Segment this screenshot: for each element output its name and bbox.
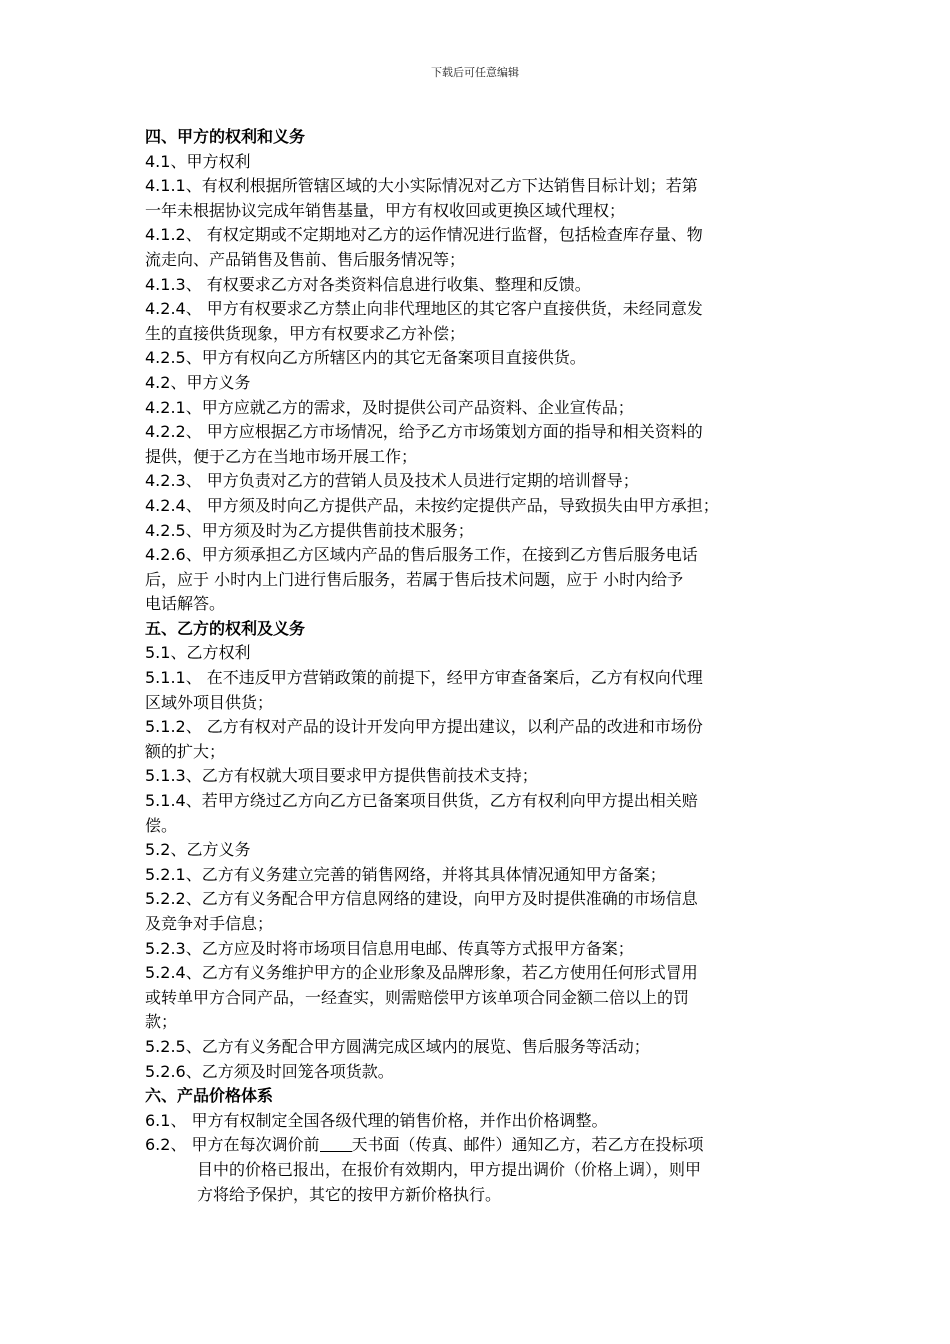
text-line (145, 223, 817, 248)
line-text: 区域外项目供货； (145, 692, 274, 712)
line-text: 流走向、产品销售及售前、售后服务情况等； (145, 249, 466, 269)
line-text: 5.1.4、若甲方绕过乙方向乙方已备案项目供货，乙方有权利向甲方提出相关赔 (145, 791, 698, 811)
fill-in-blank (320, 1135, 352, 1152)
line-text: 电话解答。 (145, 594, 226, 614)
line-text: 4.2.6、甲方须承担乙方区域内产品的售后服务工作，在接到乙方售后服务电话 (145, 545, 698, 565)
text-line (145, 297, 817, 322)
document-body (145, 125, 817, 1207)
text-line (145, 396, 817, 421)
text-line (145, 887, 817, 912)
line-text: 4.2、甲方义务 (145, 372, 251, 392)
text-line (145, 592, 817, 617)
text-line (145, 863, 817, 888)
text-line (145, 961, 817, 986)
line-text: 4.2.2、 甲方应根据乙方市场情况，给予乙方市场策划方面的指导和相关资料的 (145, 422, 703, 442)
text-line (145, 445, 817, 470)
line-text: 4.2.4、 甲方有权要求乙方禁止向非代理地区的其它客户直接供货，未经同意发 (145, 299, 703, 319)
line-text: 提供，便于乙方在当地市场开展工作； (145, 446, 418, 466)
line-text: 5.1.2、 乙方有权对产品的设计开发向甲方提出建议，以利产品的改进和市场份 (145, 717, 703, 737)
text-line (145, 691, 817, 716)
line-text: 五、乙方的权利及义务 (145, 618, 306, 638)
text-line (145, 1010, 817, 1035)
line-text: 生的直接供货现象，甲方有权要求乙方补偿； (145, 323, 466, 343)
line-text: 5.2.2、乙方有义务配合甲方信息网络的建设，向甲方及时提供准确的市场信息 (145, 889, 698, 909)
text-line (145, 1109, 817, 1134)
text-line (145, 346, 817, 371)
line-text: 4.1、甲方权利 (145, 151, 251, 171)
text-line (145, 568, 817, 593)
line-text: 5.1.1、 在不违反甲方营销政策的前提下，经甲方审查备案后，乙方有权向代理 (145, 668, 703, 688)
text-line (145, 273, 817, 298)
line-text: 5.2.4、乙方有义务维护甲方的企业形象及品牌形象，若乙方使用任何形式冒用 (145, 963, 698, 983)
line-text: 5.1.3、乙方有权就大项目要求甲方提供售前技术支持； (145, 766, 538, 786)
text-line (145, 838, 817, 863)
line-text: 四、甲方的权利和义务 (145, 127, 306, 146)
line-text: 方将给予保护，其它的按甲方新价格执行。 (197, 1184, 502, 1204)
text-line (145, 494, 817, 519)
text-line (145, 420, 817, 445)
line-text: 或转单甲方合同产品，一经查实，则需赔偿甲方该单项合同金额二倍以上的罚 (145, 987, 690, 1007)
line-text-continued: 天书面（传真、邮件）通知乙方，若乙方在投标项 (351, 1135, 704, 1155)
section-heading (145, 1084, 817, 1109)
text-line (145, 937, 817, 962)
text-line (145, 789, 817, 814)
text-line (145, 469, 817, 494)
line-text: 4.2.4、 甲方须及时向乙方提供产品，未按约定提供产品，导致损失由甲方承担； (145, 495, 719, 515)
text-line (145, 764, 817, 789)
line-text: 5.2、乙方义务 (145, 840, 251, 860)
line-text: 4.2.3、 甲方负责对乙方的营销人员及技术人员进行定期的培训督导； (145, 471, 639, 491)
text-line (145, 912, 817, 937)
text-line (145, 986, 817, 1011)
text-line (145, 150, 817, 175)
text-line (145, 519, 817, 544)
section-heading (145, 617, 817, 642)
text-line (145, 1133, 817, 1158)
line-text: 后，应于 小时内上门进行售后服务，若属于售后技术问题，应于 小时内给予 (145, 569, 684, 589)
text-line (145, 1158, 817, 1183)
line-text: 5.1、乙方权利 (145, 643, 251, 663)
line-text: 4.1.2、 有权定期或不定期地对乙方的运作情况进行监督，包括检查库存量、物 (145, 225, 703, 245)
line-text: 5.2.5、乙方有义务配合甲方圆满完成区域内的展览、售后服务等活动； (145, 1036, 650, 1056)
line-text: 4.2.5、甲方有权向乙方所辖区内的其它无备案项目直接供货。 (145, 348, 586, 368)
line-text: 偿。 (145, 815, 178, 835)
line-text: 4.2.1、甲方应就乙方的需求，及时提供公司产品资料、企业宣传品； (145, 397, 634, 417)
text-line (145, 1035, 817, 1060)
text-line (145, 199, 817, 224)
text-line (145, 543, 817, 568)
line-text: 款； (145, 1012, 178, 1032)
line-text: 目中的价格已报出，在报价有效期内，甲方提出调价（价格上调），则甲 (197, 1159, 702, 1179)
text-line (145, 248, 817, 273)
text-line (145, 740, 817, 765)
line-text: 5.2.6、乙方须及时回笼各项货款。 (145, 1061, 394, 1081)
text-line (145, 666, 817, 691)
text-line (145, 641, 817, 666)
line-text: 4.2.5、甲方须及时为乙方提供售前技术服务； (145, 520, 474, 540)
line-text: 6.1、 甲方有权制定全国各级代理的销售价格，并作出价格调整。 (145, 1110, 608, 1130)
text-line (145, 715, 817, 740)
text-line (145, 1060, 817, 1085)
line-text: 4.1.1、有权利根据所管辖区域的大小实际情况对乙方下达销售目标计划；若第 (145, 176, 698, 196)
line-text: 5.2.3、乙方应及时将市场项目信息用电邮、传真等方式报甲方备案； (145, 938, 634, 958)
page-header: 下载后可任意编辑 (431, 66, 519, 79)
line-text: 六、产品价格体系 (145, 1086, 274, 1106)
line-text: 及竞争对手信息； (145, 914, 274, 933)
line-text: 6.2、 甲方在每次调价前 (145, 1135, 320, 1155)
line-text: 4.1.3、 有权要求乙方对各类资料信息进行收集、整理和反馈。 (145, 274, 591, 294)
text-line (145, 1183, 817, 1208)
line-text: 5.2.1、乙方有义务建立完善的销售网络，并将其具体情况通知甲方备案； (145, 864, 666, 884)
line-text: 一年未根据协议完成年销售基量，甲方有权收回或更换区域代理权； (145, 200, 626, 220)
line-text: 额的扩大； (145, 741, 226, 761)
text-line (145, 322, 817, 347)
text-line (145, 371, 817, 396)
text-line (145, 174, 817, 199)
text-line (145, 814, 817, 839)
section-heading (145, 125, 817, 150)
